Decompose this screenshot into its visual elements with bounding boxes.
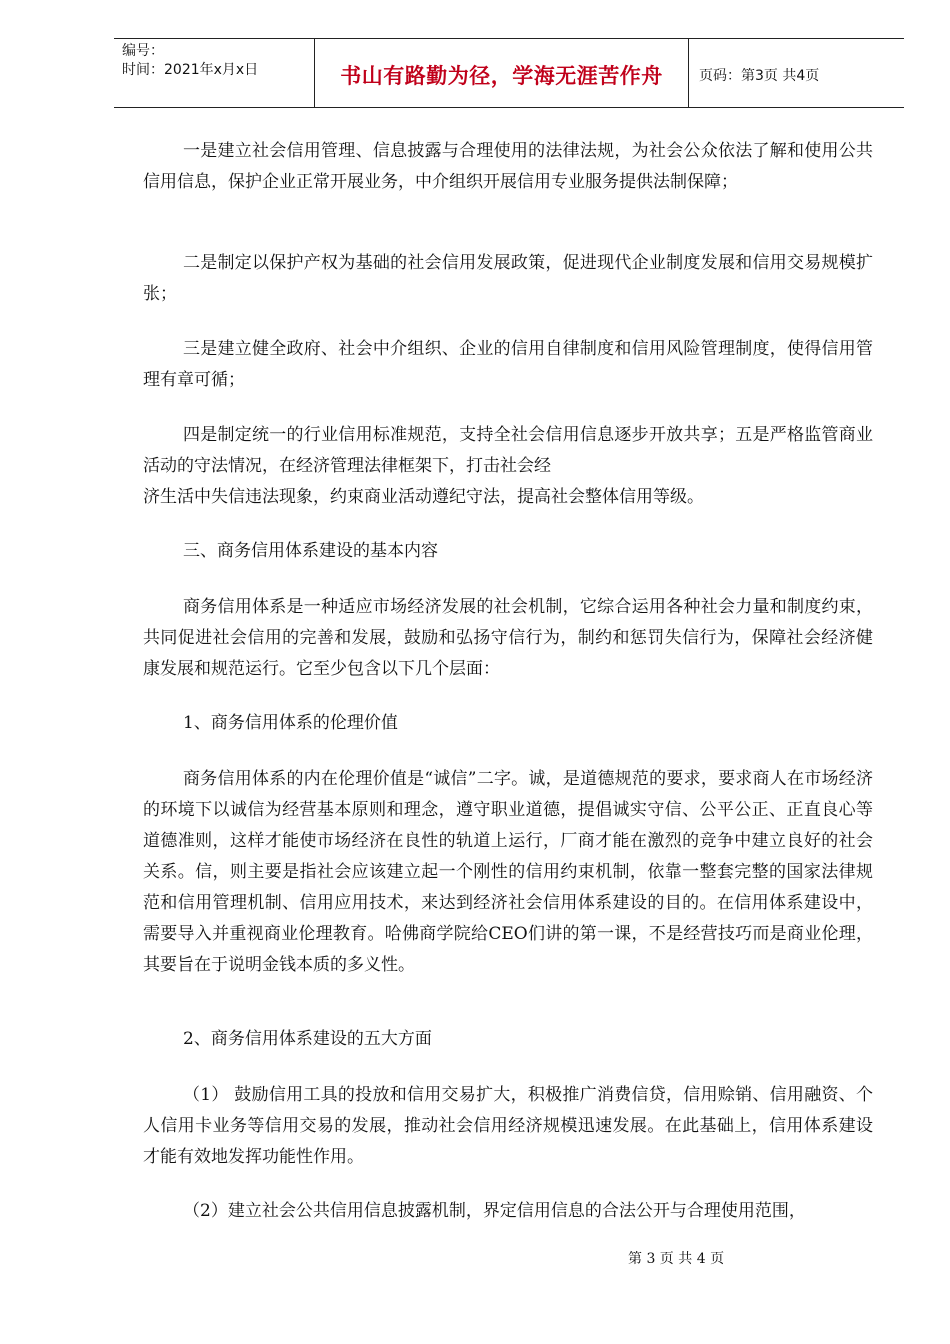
paragraph-4-part-b: 济生活中失信违法现象，约束商业活动遵纪守法，提高社会整体信用等级。 (143, 487, 704, 507)
header-page-cell (689, 39, 904, 107)
header-motto-cell (315, 39, 689, 107)
motto-text: 书山有路勤为径，学海无涯苦作舟 (340, 64, 663, 88)
paragraph-3: 三是建立健全政府、社会中介组织、企业的信用自律制度和信用风险管理制度，使得信用管理有章可循； (143, 339, 873, 390)
paragraph-5: 商务信用体系是一种适应市场经济发展的社会机制，它综合运用各种社会力量和制度约束，共同促进社会信用的完善和发展，鼓励和弘扬守信行为，制约和惩罚失信行为，保障社会经济健康发展和规范运行。它至少包含以下几个层面： (143, 597, 873, 679)
paragraph-4 (143, 420, 873, 513)
serial-number-label: 编号： (122, 43, 164, 59)
page-footer: 第 3 页 共 4 页 (628, 1251, 725, 1267)
header-page-number: 页码：第3页 共4页 (699, 68, 820, 84)
paragraph-7: （1） 鼓励信用工具的投放和信用交易扩大，积极推广消费信贷，信用赊销、信用融资、个人信用卡业务等信用交易的发展，推动社会信用经济规模迅速发展。在此基础上，信用体系建设才能有效地发挥功能性作用。 (143, 1085, 873, 1167)
paragraph-2: 二是制定以保护产权为基础的社会信用发展政策，促进现代企业制度发展和信用交易规模扩张； (143, 253, 873, 304)
subsection-heading-2: 2、商务信用体系建设的五大方面 (183, 1029, 432, 1049)
paragraph-6: 商务信用体系的内在伦理价值是“诚信”二字。诚，是道德规范的要求，要求商人在市场经济的环境下以诚信为经营基本原则和理念，遵守职业道德，提倡诚实守信、公平公正、正直良心等道德准则，这样才能使市场经济在良性的轨道上运行，厂商才能在激烈的竞争中建立良好的社会关系。信，则主要是指社会应该建立起一个刚性的信用约束机制，依靠一整套完整的国家法律规范和信用管理机制、信用应用技术，来达到经济社会信用体系建设的目的。在信用体系建设中，需要导入并重视商业伦理教育。哈佛商学院给CEO们讲的第一课，不是经营技巧而是商业伦理，其要旨在于说明金钱本质的多义性。 (143, 769, 873, 975)
paragraph-1: 一是建立社会信用管理、信息披露与合理使用的法律法规，为社会公众依法了解和使用公共信用信息，保护企业正常开展业务，中介组织开展信用专业服务提供法制保障； (143, 141, 873, 192)
paragraph-4-part-a: 四是制定统一的行业信用标准规范，支持全社会信用信息逐步开放共享；五是严格监管商业活动的守法情况，在经济管理法律框架下，打击社会经 (143, 425, 873, 476)
header-meta-cell (114, 39, 315, 107)
page-header (114, 38, 904, 108)
section-heading-3: 三、商务信用体系建设的基本内容 (183, 541, 438, 561)
date-label: 时间：2021年x月x日 (122, 62, 259, 78)
paragraph-8: （2）建立社会公共信用信息披露机制，界定信用信息的合法公开与合理使用范围， (183, 1201, 806, 1221)
subsection-heading-1: 1、商务信用体系的伦理价值 (183, 713, 398, 733)
